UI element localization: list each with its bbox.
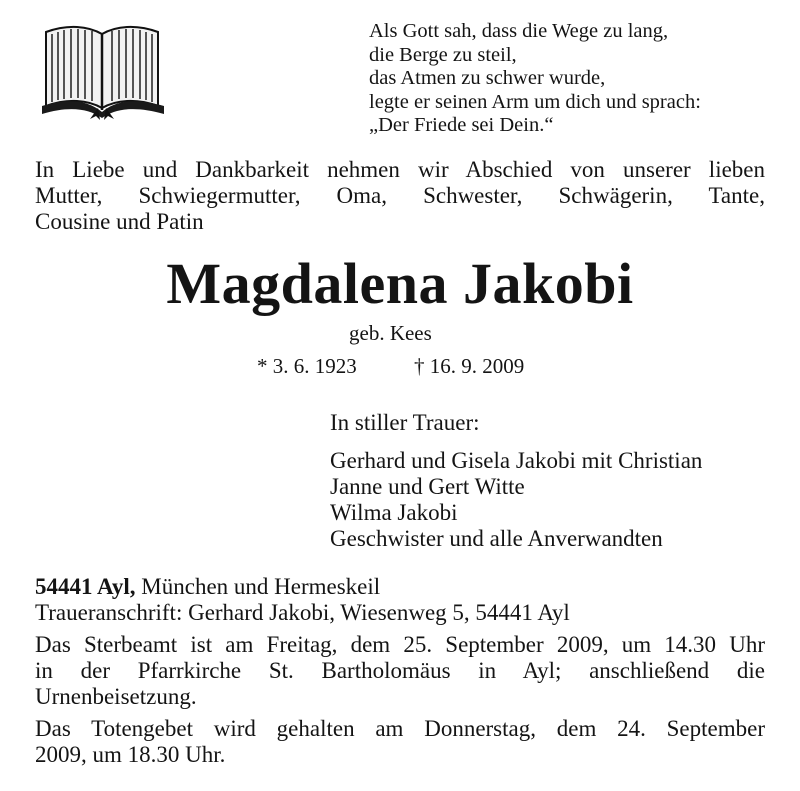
poem-line: die Berge zu steil,: [369, 43, 517, 66]
funeral-line: Das Sterbeamt ist am Freitag, dem 25. September 2009, um 14.30 Uhr: [35, 632, 765, 657]
mourner-line: Janne und Gert Witte: [330, 474, 525, 499]
intro-line: Mutter, Schwiegermutter, Oma, Schwester, Schwägerin, Tante,: [35, 183, 765, 208]
intro-line: Cousine und Patin: [35, 209, 204, 234]
poem-line: das Atmen zu schwer wurde,: [369, 67, 606, 89]
footer-info: [35, 574, 765, 768]
funeral-info: [35, 632, 765, 710]
poem-line: legte er seinen Arm um dich und sprach:: [369, 90, 701, 113]
poem: [369, 20, 701, 138]
mourner-line: Wilma Jakobi: [330, 500, 458, 525]
intro-line: In Liebe und Dankbarkeit nehmen wir Abschied von unserer lieben: [35, 157, 765, 182]
prayer-info: [35, 716, 765, 768]
death-date: † 16. 9. 2009: [414, 354, 525, 378]
prayer-line: 2009, um 18.30 Uhr.: [35, 742, 226, 767]
place-rest: München und Hermeskeil: [135, 574, 381, 599]
intro-text: [35, 157, 765, 235]
mourners-heading: In stiller Trauer:: [330, 410, 480, 435]
place-line: [35, 574, 765, 600]
poem-line: Als Gott sah, dass die Wege zu lang,: [369, 20, 669, 42]
mourning-address: Traueranschrift: Gerhard Jakobi, Wiesenweg 5, 54441 Ayl: [35, 600, 570, 625]
birth-date: * 3. 6. 1923: [257, 354, 357, 378]
birth-name: geb. Kees: [349, 321, 432, 345]
mourner-line: Geschwister und alle Anverwandten: [330, 526, 663, 551]
deceased-name: Magdalena Jakobi: [166, 251, 634, 316]
place-bold: 54441 Ayl,: [35, 574, 136, 599]
funeral-line: Urnenbeisetzung.: [35, 684, 197, 709]
poem-line: „Der Friede sei Dein.“: [369, 114, 554, 136]
open-book-icon: [38, 20, 168, 120]
prayer-line: Das Totengebet wird gehalten am Donnerstag, dem 24. September: [35, 716, 765, 741]
mourner-line: Gerhard und Gisela Jakobi mit Christian: [330, 448, 703, 473]
funeral-line: in der Pfarrkirche St. Bartholomäus in Ayl; anschließend die: [35, 658, 765, 683]
mourners-list: [330, 448, 702, 552]
